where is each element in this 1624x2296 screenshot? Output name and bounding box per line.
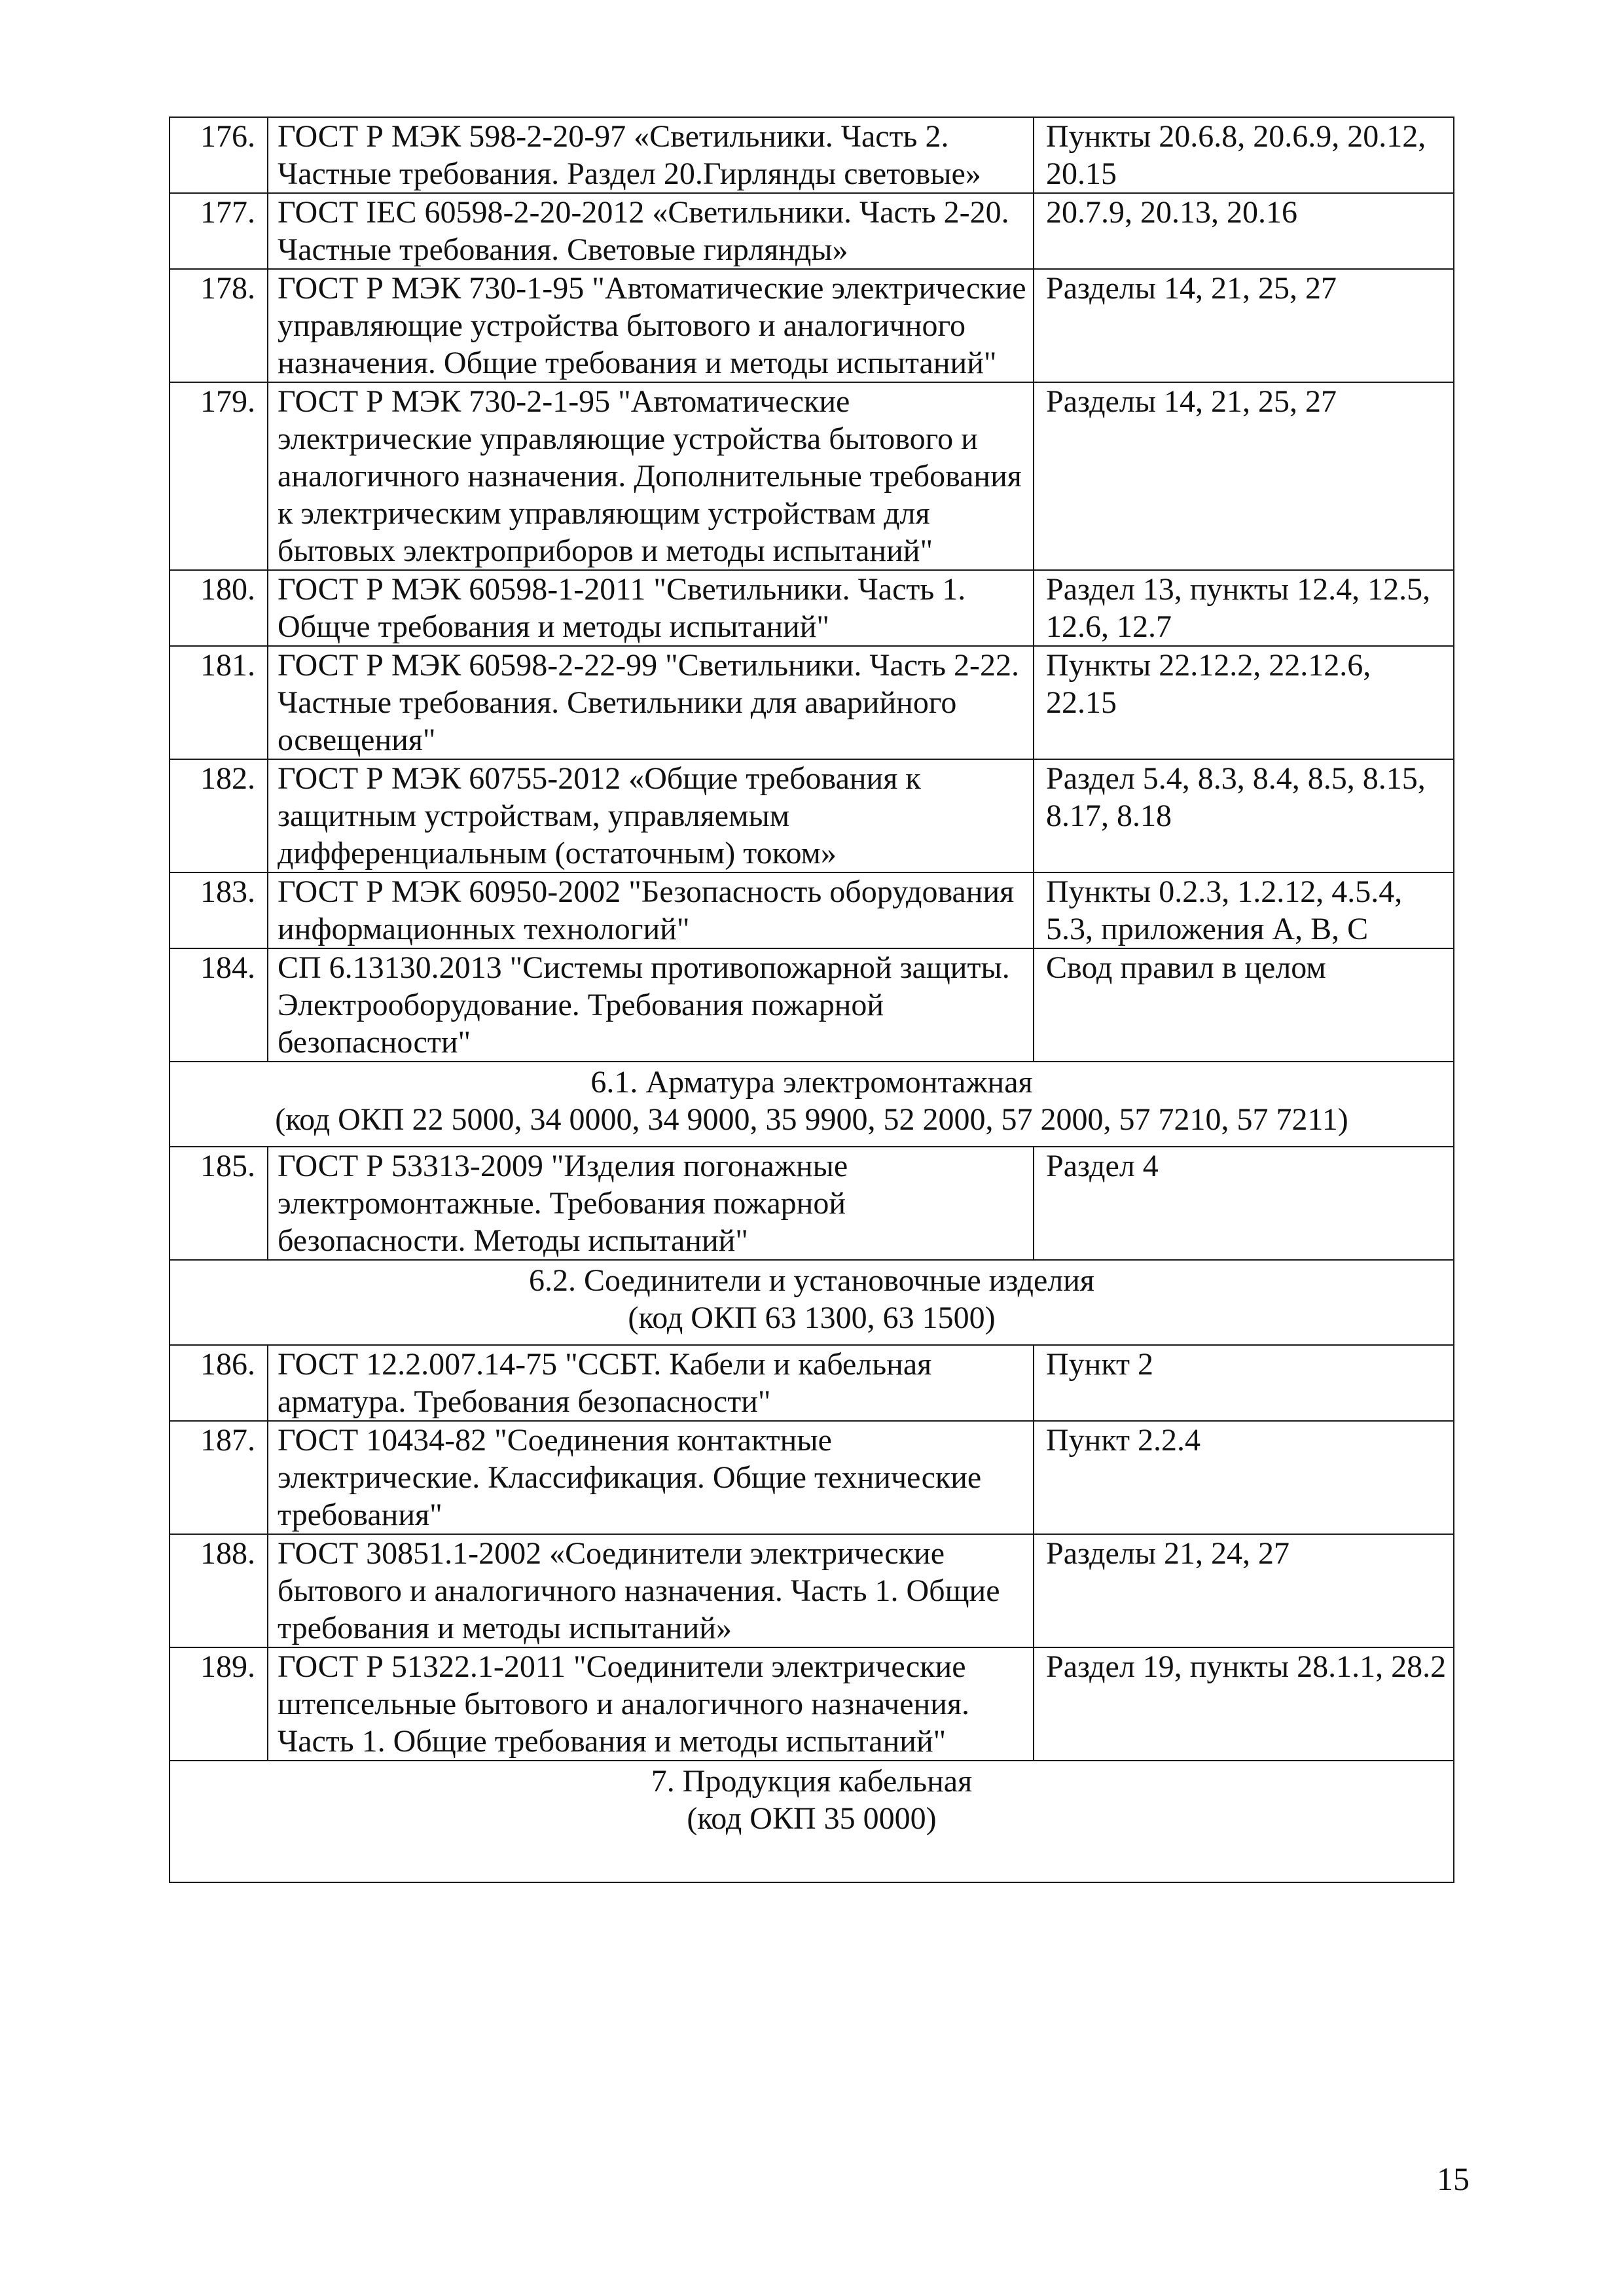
table-row [170,269,1454,382]
applicable-clauses: Свод правил в целом [1034,948,1454,1062]
table-row [170,646,1454,759]
section-title: 6.1. Арматура электромонтажная [590,1065,1033,1100]
applicable-clauses: Разделы 14, 21, 25, 27 [1034,269,1454,382]
standard-title: ГОСТ 30851.1-2002 «Соединители электрические бытового и аналогичного назначения. Часть 1. Общие требования и методы испытаний» [268,1534,1034,1647]
section-code: (код ОКП 22 5000, 34 0000, 34 9000, 35 9900, 52 2000, 57 2000, 57 7210, 57 7211) [275,1102,1348,1137]
row-number: 180. [170,570,268,646]
applicable-clauses: Пункт 2 [1034,1345,1454,1421]
row-number: 189. [170,1647,268,1761]
row-number: 185. [170,1147,268,1260]
standards-table [169,117,1454,1883]
table-body [170,117,1454,1882]
applicable-clauses: Раздел 4 [1034,1147,1454,1260]
standard-title: ГОСТ Р МЭК 730-1-95 "Автоматические электрические управляющие устройства бытового и аналогичного назначения. Общие требования и методы испытаний" [268,269,1034,382]
section-code: (код ОКП 63 1300, 63 1500) [628,1300,996,1335]
table-row [170,872,1454,948]
section-header [170,1761,1454,1882]
table-row [170,117,1454,193]
page-number: 15 [1437,2161,1470,2197]
standard-title: ГОСТ Р МЭК 60598-1-2011 "Светильники. Часть 1. Общче требования и методы испытаний" [268,570,1034,646]
applicable-clauses: Пункты 20.6.8, 20.6.9, 20.12, 20.15 [1034,117,1454,193]
table-row [170,1421,1454,1534]
row-number: 184. [170,948,268,1062]
row-number: 177. [170,193,268,269]
standard-title: ГОСТ Р МЭК 730-2-1-95 "Автоматические электрические управляющие устройства бытового и аналогичного назначения. Дополнительные требования к электрическим управляющим устройствам для бытовых электроприборов и методы испытаний" [268,382,1034,570]
table-row [170,382,1454,570]
section-code: (код ОКП 35 0000) [687,1801,937,1836]
row-number: 182. [170,759,268,872]
standard-title: ГОСТ Р 51322.1-2011 "Соединители электрические штепсельные бытового и аналогичного назначения. Часть 1. Общие требования и методы испытаний" [268,1647,1034,1761]
row-number: 183. [170,872,268,948]
row-number: 181. [170,646,268,759]
applicable-clauses: Разделы 21, 24, 27 [1034,1534,1454,1647]
row-number: 178. [170,269,268,382]
standard-title: ГОСТ IEC 60598-2-20-2012 «Светильники. Часть 2-20. Частные требования. Световые гирлянды» [268,193,1034,269]
applicable-clauses: Разделы 14, 21, 25, 27 [1034,382,1454,570]
table-row [170,1147,1454,1260]
applicable-clauses: Пункты 22.12.2, 22.12.6, 22.15 [1034,646,1454,759]
row-number: 176. [170,117,268,193]
section-header-row [170,1761,1454,1882]
section-header-row [170,1062,1454,1147]
standard-title: ГОСТ Р 53313-2009 "Изделия погонажные электромонтажные. Требования пожарной безопасности. Методы испытаний" [268,1147,1034,1260]
row-number: 186. [170,1345,268,1421]
section-header-row [170,1260,1454,1345]
section-header [170,1062,1454,1147]
applicable-clauses: Раздел 19, пункты 28.1.1, 28.2 [1034,1647,1454,1761]
table-row [170,193,1454,269]
standard-title: ГОСТ Р МЭК 60755-2012 «Общие требования к защитным устройствам, управляемым дифференциальным (остаточным) током» [268,759,1034,872]
table-row [170,759,1454,872]
standard-title: ГОСТ Р МЭК 60950-2002 "Безопасность оборудования информационных технологий" [268,872,1034,948]
standard-title: ГОСТ 12.2.007.14-75 "ССБТ. Кабели и кабельная арматура. Требования безопасности" [268,1345,1034,1421]
standard-title: ГОСТ 10434-82 "Соединения контактные электрические. Классификация. Общие технические требования" [268,1421,1034,1534]
section-title: 7. Продукция кабельная [651,1764,973,1799]
standard-title: ГОСТ Р МЭК 598-2-20-97 «Светильники. Часть 2. Частные требования. Раздел 20.Гирлянды световые» [268,117,1034,193]
applicable-clauses: Раздел 5.4, 8.3, 8.4, 8.5, 8.15, 8.17, 8.18 [1034,759,1454,872]
section-title: 6.2. Соединители и установочные изделия [529,1263,1094,1298]
row-number: 187. [170,1421,268,1534]
standard-title: СП 6.13130.2013 "Системы противопожарной защиты. Электрооборудование. Требования пожарной безопасности" [268,948,1034,1062]
table-row [170,1534,1454,1647]
applicable-clauses: Пункты 0.2.3, 1.2.12, 4.5.4, 5.3, приложения А, В, С [1034,872,1454,948]
section-header [170,1260,1454,1345]
applicable-clauses: Пункт 2.2.4 [1034,1421,1454,1534]
table-row [170,948,1454,1062]
row-number: 179. [170,382,268,570]
table-row [170,1647,1454,1761]
applicable-clauses: Раздел 13, пункты 12.4, 12.5, 12.6, 12.7 [1034,570,1454,646]
standard-title: ГОСТ Р МЭК 60598-2-22-99 "Светильники. Часть 2-22. Частные требования. Светильники для аварийного освещения" [268,646,1034,759]
applicable-clauses: 20.7.9, 20.13, 20.16 [1034,193,1454,269]
row-number: 188. [170,1534,268,1647]
table-row [170,570,1454,646]
table-row [170,1345,1454,1421]
